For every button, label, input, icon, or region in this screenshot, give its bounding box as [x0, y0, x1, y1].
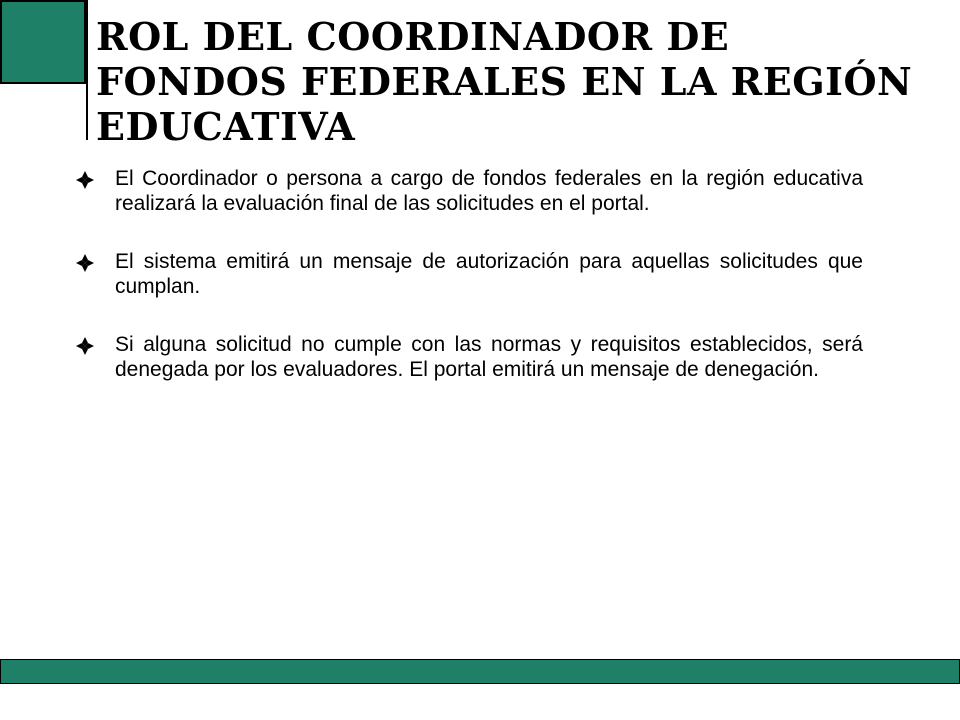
bullet-item [76, 166, 863, 216]
diamond-bullet-icon [76, 171, 94, 189]
bullet-list [76, 166, 863, 415]
bullet-text: El Coordinador o persona a cargo de fondos federales en la región educativa realizará la evaluación final de las solicitudes en el portal. [115, 167, 863, 215]
bullet-item [76, 332, 863, 382]
slide-title: ROL DEL COORDINADOR DE FONDOS FEDERALES EN LA REGIÓN EDUCATIVA [96, 14, 913, 149]
bullet-text: El sistema emitirá un mensaje de autorización para aquellas solicitudes que cumplan. [115, 250, 863, 298]
bullet-item [76, 249, 863, 299]
diamond-bullet-icon [76, 337, 94, 355]
corner-vertical-line [86, 0, 88, 140]
footer-accent-bar [0, 659, 960, 684]
corner-accent-square [0, 0, 86, 84]
diamond-bullet-icon [76, 254, 94, 272]
bullet-text: Si alguna solicitud no cumple con las normas y requisitos establecidos, será denegada por los evaluadores. El portal emitirá un mensaje de denegación. [115, 333, 863, 381]
